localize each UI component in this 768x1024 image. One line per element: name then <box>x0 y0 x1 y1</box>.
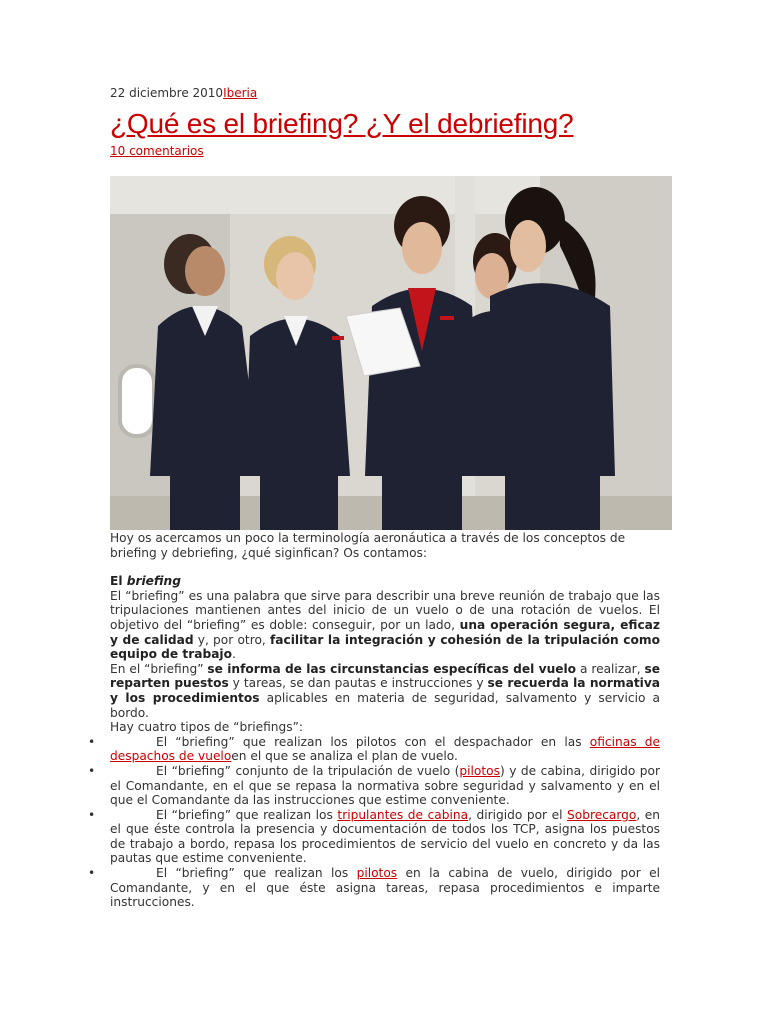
post-meta <box>110 86 257 100</box>
pilots-link[interactable]: pilotos <box>356 866 398 881</box>
list-item: • El “briefing” que realizan los pilotos en la cabina de vuelo, dirigido por el Comandante, y en el que éste asigna tareas, repasa procedimientos e imparte instrucciones. <box>88 866 660 910</box>
post-date: 22 diciembre 2010 <box>110 86 224 100</box>
bullet-icon: • <box>88 763 96 778</box>
intro-paragraph: Hoy os acercamos un poco la terminología aeronáutica a través de los conceptos de briefing y debriefing, ¿qué siginfican? Os contamos: <box>110 531 626 560</box>
list-item: • El “briefing” que realizan los tripulantes de cabina, dirigido por el Sobrecargo, en el que éste controla la presencia y documentación de todos los TCP, asigna los puestos de trabajo a bordo, repasa los procedimientos de servicio del vuelo en concreto y da las pautas que estime conveniente. <box>88 807 661 866</box>
list-item: • El “briefing” conjunto de la tripulación de vuelo (pilotos) y de cabina, dirigido por el Comandante, en el que se repasa la normativa sobre seguridad y salvamento y en el que el Comandante da las instrucciones que estime conveniente. <box>88 763 660 808</box>
cabin-crew-link[interactable]: tripulantes de cabina <box>337 807 469 822</box>
briefing-definition-paragraph: El “briefing” es una palabra que sirve para describir una breve reunión de trabajo que las tripulaciones mantienen antes del inicio de un vuelo o de una rotación de vuelos. El objetivo del “briefing” es doble: conseguir, por un lado, una operación segura, eficaz y de calidad y, por otro, facilitar la integración y cohesión de la tripulación como equipo de trabajo. <box>110 588 660 662</box>
list-item: • El “briefing” que realizan los pilotos con el despachador en las oficinas de despachos de vueloen el que se analiza el plan de vuelo. <box>88 734 660 764</box>
crew-photo <box>110 176 672 530</box>
crew-illustration <box>110 176 672 530</box>
briefing-content-paragraph: En el “briefing” se informa de las circunstancias específicas del vuelo a realizar, se reparten puestos y tareas, se dan pautas e instrucciones y se recuerda la normativa y los procedimientos aplicables en materia de seguridad, salvamento y servicio a bordo. <box>110 661 661 720</box>
comments-link[interactable]: 10 comentarios <box>110 144 204 158</box>
briefing-types-list <box>88 734 661 910</box>
bullet-icon: • <box>88 866 96 881</box>
bullet-icon: • <box>88 734 96 749</box>
types-intro: Hay cuatro tipos de “briefings”: <box>110 720 304 735</box>
bullet-icon: • <box>88 807 96 822</box>
flight-dispatch-offices-link[interactable]: oficinas de despachos de vuelo <box>110 734 660 764</box>
pilots-link[interactable]: pilotos <box>459 763 500 778</box>
category-link[interactable]: Iberia <box>223 86 258 100</box>
post-title[interactable]: ¿Qué es el briefing? ¿Y el debriefing? <box>110 108 574 139</box>
purser-link[interactable]: Sobrecargo <box>567 807 637 822</box>
article-body <box>88 531 661 910</box>
section-heading: El briefing <box>110 574 181 589</box>
